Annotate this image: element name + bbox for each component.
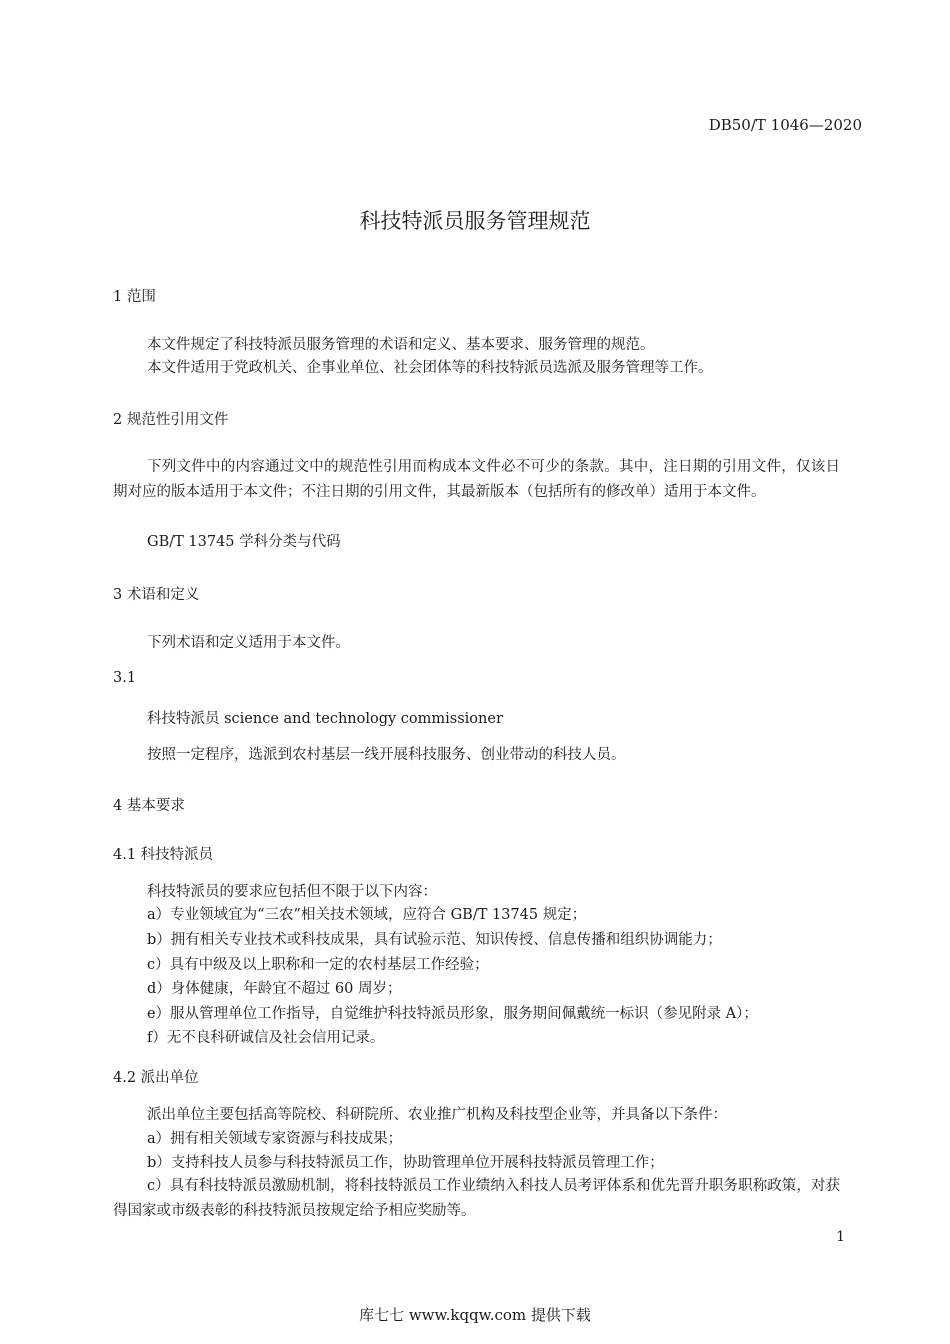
list-item-a: a）专业领域宜为“三农”相关技术领域，应符合 GB/T 13745 规定； <box>147 907 587 923</box>
section-4-heading: 4 基本要求 <box>113 798 185 814</box>
list-item-d: d）身体健康，年龄宜不超过 60 周岁； <box>147 981 402 997</box>
term-definition: 按照一定程序，选派到农村基层一线开展科技服务、创业带动的科技人员。 <box>147 747 626 763</box>
section-1-paragraph-2: 本文件适用于党政机关、企事业单位、社会团体等的科技特派员选派及服务管理等工作。 <box>147 360 713 376</box>
section-3-paragraph-1: 下列术语和定义适用于本文件。 <box>147 635 350 651</box>
normative-reference: GB/T 13745 学科分类与代码 <box>147 534 341 550</box>
section-1-paragraph-1: 本文件规定了科技特派员服务管理的术语和定义、基本要求、服务管理的规范。 <box>147 337 655 353</box>
list-item-a: a）拥有相关领域专家资源与科技成果； <box>147 1131 403 1147</box>
standard-code: DB50/T 1046—2020 <box>708 116 862 134</box>
list-item-e: e）服从管理单位工作指导，自觉维护科技特派员形象，服务期间佩戴统一标识（参见附录 A）； <box>147 1006 758 1022</box>
section-4-1-heading: 4.1 科技特派员 <box>113 847 214 863</box>
list-item-f: f）无不良科研诚信及社会信用记录。 <box>147 1030 385 1046</box>
page-number: 1 <box>836 1229 845 1245</box>
section-4-2-heading: 4.2 派出单位 <box>113 1070 199 1086</box>
section-1-heading: 1 范围 <box>113 289 156 305</box>
section-4-2-intro: 派出单位主要包括高等院校、科研院所、农业推广机构及科技型企业等，并具备以下条件： <box>147 1107 727 1123</box>
footer-watermark: 库七七 www.kqqw.com 提供下载 <box>359 1306 591 1324</box>
term-name: 科技特派员 science and technology commissioner <box>147 711 503 727</box>
section-3-heading: 3 术语和定义 <box>113 587 200 603</box>
list-item-c: c）具有中级及以上职称和一定的农村基层工作经验； <box>147 957 489 973</box>
list-item-b: b）支持科技人员参与科技特派员工作，协助管理单位开展科技特派员管理工作； <box>147 1155 664 1171</box>
section-2-paragraph-1: 下列文件中的内容通过文中的规范性引用而构成本文件必不可少的条款。其中，注日期的引用文件，仅该日期对应的版本适用于本文件；不注日期的引用文件，其最新版本（包括所有的修改单）适用于本文件。 <box>113 459 840 500</box>
section-4-1-intro: 科技特派员的要求应包括但不限于以下内容： <box>147 884 437 900</box>
list-item-b: b）拥有相关专业技术或科技成果，具有试验示范、知识传授、信息传播和组织协调能力； <box>147 932 722 948</box>
section-2-heading: 2 规范性引用文件 <box>113 412 229 428</box>
list-item-c: c）具有科技特派员激励机制，将科技特派员工作业绩纳入科技人员考评体系和优先晋升职务职称政策，对获得国家或市级表彰的科技特派员按规定给予相应奖励等。 <box>113 1178 840 1219</box>
document-title: 科技特派员服务管理规范 <box>359 209 591 233</box>
term-number: 3.1 <box>113 670 137 686</box>
